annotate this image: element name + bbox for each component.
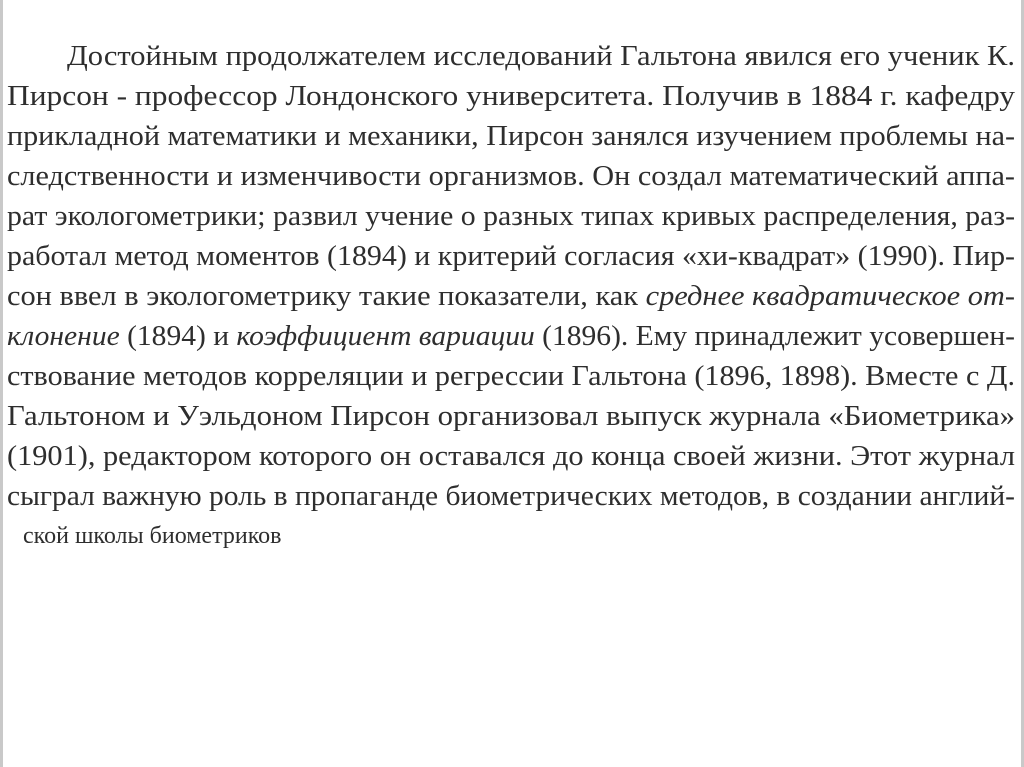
- paragraph-line-4: [3, 156, 1024, 196]
- paragraph-line-9: [3, 356, 1024, 396]
- paragraph-line-10: [3, 396, 1024, 436]
- line-2-text: Пирсон - профессор Лондонского университета. Получив в 1884 г. кафедру: [7, 80, 1015, 112]
- paragraph-line-5: [3, 196, 1024, 236]
- line-9-text: ствование методов корреляции и регрессии Гальтона (1896, 1898). Вместе с Д.: [7, 360, 1015, 392]
- term-standard-deviation-part-2: клонение: [7, 320, 120, 352]
- line-7-plain: сон ввел в экологометрику такие показатели, как: [7, 280, 646, 312]
- line-6-text: работал метод моментов (1894) и критерий согласия «хи-квадрат» (1990). Пир-: [7, 240, 1015, 272]
- line-4-text: следственности и изменчивости организмов. Он создал математический аппа-: [7, 160, 1015, 192]
- line-5-text: рат экологометрики; развил учение о разных типах кривых распределения, раз-: [7, 200, 1015, 232]
- paragraph-line-8: [3, 316, 1024, 356]
- paragraph-line-3: [3, 116, 1024, 156]
- line-3-text: прикладной математики и механики, Пирсон занялся изучением проблемы на-: [7, 120, 1015, 152]
- paragraph-line-6: [3, 236, 1024, 276]
- line-7-text: [7, 276, 1015, 316]
- line-13-text: ской школы биометриков: [23, 523, 282, 549]
- line-8-plain-1: (1894) и: [119, 320, 237, 352]
- paragraph-line-12: [3, 476, 1024, 516]
- line-10-text: Гальтоном и Уэльдоном Пирсон организовал выпуск журнала «Биометрика»: [7, 400, 1015, 432]
- paragraph-line-7: [3, 276, 1024, 316]
- paragraph-line-11: [3, 436, 1024, 476]
- line-8-plain-2: (1896). Ему принадлежит усовершен-: [534, 320, 1015, 352]
- line-8-text: [7, 316, 1015, 356]
- paragraph-line-13: [3, 516, 1024, 556]
- line-11-text: (1901), редактором которого он оставался до конца своей жизни. Этот журнал: [7, 440, 1015, 472]
- term-standard-deviation-part-1: среднее квадратическое от-: [645, 280, 1015, 312]
- line-1-text: Достойным продолжателем исследований Гальтона явился его ученик К.: [67, 40, 1015, 72]
- term-coefficient-of-variation: коэффициент вариации: [236, 320, 535, 352]
- line-12-text: сыграл важную роль в пропаганде биометрических методов, в создании англий-: [7, 480, 1015, 512]
- paragraph-line-1: [3, 36, 1024, 76]
- paragraph-line-2: [3, 76, 1024, 116]
